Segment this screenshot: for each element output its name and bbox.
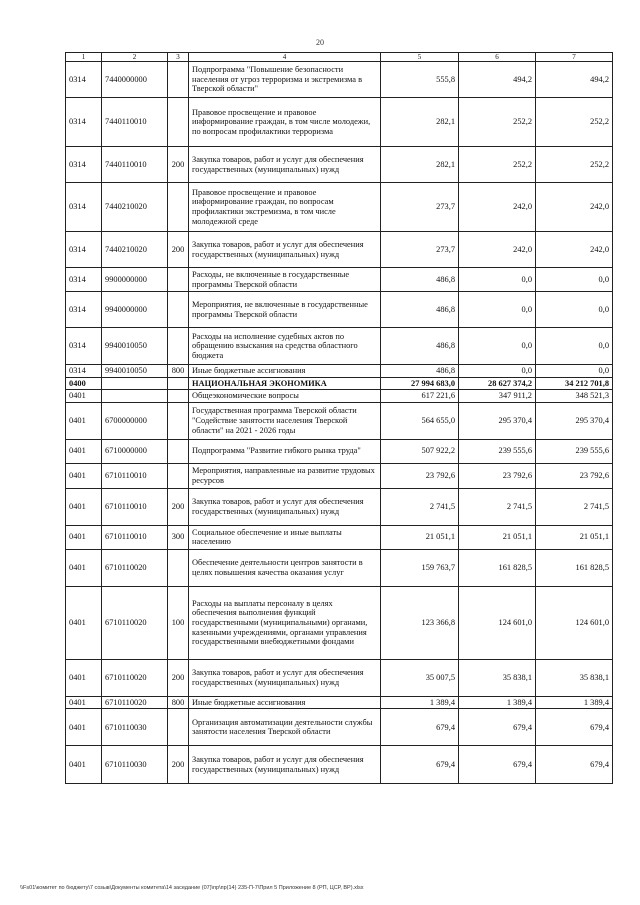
- table-row: [66, 268, 613, 292]
- amount-year3-cell: 34 212 701,8: [536, 377, 613, 390]
- table-row: [66, 292, 613, 328]
- amount-year1-cell: 27 994 683,0: [381, 377, 459, 390]
- amount-year2-cell: 0,0: [459, 365, 536, 378]
- item-name-cell: Подпрограмма "Повышение безопасности населения от угроз терроризма и экстремизма в Тверской области": [189, 62, 381, 98]
- expense-type-cell: [168, 62, 189, 98]
- item-name-cell: Закупка товаров, работ и услуг для обеспечения государственных (муниципальных) нужд: [189, 659, 381, 696]
- item-name-cell: Расходы, не включенные в государственные программы Тверской области: [189, 268, 381, 292]
- expense-type-cell: [168, 402, 189, 439]
- expense-type-cell: [168, 709, 189, 746]
- amount-year2-cell: 2 741,5: [459, 488, 536, 525]
- expense-type-cell: [168, 98, 189, 147]
- target-article-cell: 6710000000: [102, 439, 168, 463]
- amount-year2-cell: 242,0: [459, 232, 536, 268]
- section-code-cell: 0400: [66, 377, 102, 390]
- header-cell: 5: [381, 53, 459, 62]
- target-article-cell: [102, 377, 168, 390]
- amount-year3-cell: 23 792,6: [536, 463, 613, 488]
- header-cell: 2: [102, 53, 168, 62]
- amount-year1-cell: 679,4: [381, 709, 459, 746]
- table-row: [66, 586, 613, 659]
- target-article-cell: 9900000000: [102, 268, 168, 292]
- target-article-cell: 9940010050: [102, 328, 168, 365]
- amount-year1-cell: 123 366,8: [381, 586, 459, 659]
- expense-type-cell: [168, 549, 189, 586]
- expense-type-cell: [168, 377, 189, 390]
- item-name-cell: Закупка товаров, работ и услуг для обеспечения государственных (муниципальных) нужд: [189, 232, 381, 268]
- section-code-cell: 0314: [66, 147, 102, 183]
- item-name-cell: Социальное обеспечение и иные выплаты населению: [189, 525, 381, 549]
- amount-year3-cell: 679,4: [536, 746, 613, 784]
- item-name-cell: Обеспечение деятельности центров занятости в целях повышения качества оказания услуг: [189, 549, 381, 586]
- item-name-cell: Закупка товаров, работ и услуг для обеспечения государственных (муниципальных) нужд: [189, 746, 381, 784]
- header-cell: 6: [459, 53, 536, 62]
- expense-type-cell: [168, 390, 189, 403]
- amount-year3-cell: 242,0: [536, 232, 613, 268]
- target-article-cell: 6710110010: [102, 463, 168, 488]
- table-row: [66, 377, 613, 390]
- item-name-cell: Расходы на исполнение судебных актов по обращению взыскания на средства областного бюджета: [189, 328, 381, 365]
- amount-year2-cell: 0,0: [459, 292, 536, 328]
- amount-year1-cell: 679,4: [381, 746, 459, 784]
- section-code-cell: 0314: [66, 183, 102, 232]
- amount-year1-cell: 564 655,0: [381, 402, 459, 439]
- table-row: [66, 232, 613, 268]
- item-name-cell: Общеэкономические вопросы: [189, 390, 381, 403]
- amount-year3-cell: 239 555,6: [536, 439, 613, 463]
- amount-year3-cell: 252,2: [536, 98, 613, 147]
- amount-year2-cell: 28 627 374,2: [459, 377, 536, 390]
- target-article-cell: 7440110010: [102, 147, 168, 183]
- section-code-cell: 0314: [66, 232, 102, 268]
- amount-year1-cell: 486,8: [381, 292, 459, 328]
- section-code-cell: 0401: [66, 463, 102, 488]
- item-name-cell: Закупка товаров, работ и услуг для обеспечения государственных (муниципальных) нужд: [189, 147, 381, 183]
- table-row: [66, 525, 613, 549]
- target-article-cell: 6710110030: [102, 709, 168, 746]
- amount-year1-cell: 273,7: [381, 232, 459, 268]
- header-cell: 3: [168, 53, 189, 62]
- table-row: [66, 62, 613, 98]
- item-name-cell: Мероприятия, не включенные в государственные программы Тверской области: [189, 292, 381, 328]
- amount-year2-cell: 679,4: [459, 709, 536, 746]
- table-row: [66, 659, 613, 696]
- amount-year1-cell: 2 741,5: [381, 488, 459, 525]
- target-article-cell: 7440210020: [102, 232, 168, 268]
- table-row: [66, 183, 613, 232]
- amount-year1-cell: 282,1: [381, 147, 459, 183]
- expense-type-cell: 200: [168, 147, 189, 183]
- section-code-cell: 0314: [66, 328, 102, 365]
- target-article-cell: 6710110020: [102, 659, 168, 696]
- amount-year2-cell: 35 838,1: [459, 659, 536, 696]
- table-row: [66, 439, 613, 463]
- amount-year3-cell: 242,0: [536, 183, 613, 232]
- amount-year3-cell: 35 838,1: [536, 659, 613, 696]
- amount-year1-cell: 486,8: [381, 365, 459, 378]
- section-code-cell: 0401: [66, 439, 102, 463]
- item-name-cell: Мероприятия, направленные на развитие трудовых ресурсов: [189, 463, 381, 488]
- section-code-cell: 0401: [66, 586, 102, 659]
- expense-type-cell: [168, 183, 189, 232]
- item-name-cell: Иные бюджетные ассигнования: [189, 365, 381, 378]
- amount-year1-cell: 507 922,2: [381, 439, 459, 463]
- amount-year1-cell: 282,1: [381, 98, 459, 147]
- amount-year3-cell: 161 828,5: [536, 549, 613, 586]
- amount-year1-cell: 273,7: [381, 183, 459, 232]
- amount-year1-cell: 617 221,6: [381, 390, 459, 403]
- table-row: [66, 98, 613, 147]
- amount-year2-cell: 494,2: [459, 62, 536, 98]
- amount-year2-cell: 252,2: [459, 98, 536, 147]
- amount-year3-cell: 494,2: [536, 62, 613, 98]
- section-code-cell: 0314: [66, 292, 102, 328]
- item-name-cell: Закупка товаров, работ и услуг для обеспечения государственных (муниципальных) нужд: [189, 488, 381, 525]
- table-row: [66, 463, 613, 488]
- table-row: [66, 328, 613, 365]
- amount-year3-cell: 1 389,4: [536, 696, 613, 709]
- target-article-cell: 9940010050: [102, 365, 168, 378]
- section-code-cell: 0314: [66, 98, 102, 147]
- amount-year2-cell: 21 051,1: [459, 525, 536, 549]
- section-code-cell: 0401: [66, 746, 102, 784]
- budget-table: [65, 52, 613, 784]
- table-row: [66, 365, 613, 378]
- target-article-cell: 6710110030: [102, 746, 168, 784]
- header-cell: 7: [536, 53, 613, 62]
- amount-year2-cell: 0,0: [459, 268, 536, 292]
- expense-type-cell: [168, 292, 189, 328]
- target-article-cell: 6710110020: [102, 696, 168, 709]
- target-article-cell: 6700000000: [102, 402, 168, 439]
- amount-year3-cell: 0,0: [536, 328, 613, 365]
- table-row: [66, 746, 613, 784]
- expense-type-cell: 100: [168, 586, 189, 659]
- amount-year2-cell: 1 389,4: [459, 696, 536, 709]
- section-code-cell: 0314: [66, 365, 102, 378]
- target-article-cell: 6710110010: [102, 488, 168, 525]
- item-name-cell: Правовое просвещение и правовое информирование граждан, по вопросам профилактики экстремизма, в том числе молодежной среде: [189, 183, 381, 232]
- amount-year2-cell: 347 911,2: [459, 390, 536, 403]
- amount-year2-cell: 161 828,5: [459, 549, 536, 586]
- expense-type-cell: [168, 268, 189, 292]
- target-article-cell: 6710110020: [102, 586, 168, 659]
- expense-type-cell: 800: [168, 365, 189, 378]
- amount-year1-cell: 486,8: [381, 328, 459, 365]
- amount-year3-cell: 0,0: [536, 365, 613, 378]
- target-article-cell: 7440000000: [102, 62, 168, 98]
- target-article-cell: 6710110010: [102, 525, 168, 549]
- section-code-cell: 0401: [66, 488, 102, 525]
- amount-year2-cell: 124 601,0: [459, 586, 536, 659]
- amount-year3-cell: 0,0: [536, 292, 613, 328]
- amount-year2-cell: 295 370,4: [459, 402, 536, 439]
- amount-year2-cell: 679,4: [459, 746, 536, 784]
- item-name-cell: Организация автоматизации деятельности службы занятости населения Тверской области: [189, 709, 381, 746]
- expense-type-cell: 200: [168, 746, 189, 784]
- amount-year2-cell: 0,0: [459, 328, 536, 365]
- item-name-cell: НАЦИОНАЛЬНАЯ ЭКОНОМИКА: [189, 377, 381, 390]
- section-code-cell: 0401: [66, 709, 102, 746]
- table-row: [66, 390, 613, 403]
- expense-type-cell: 300: [168, 525, 189, 549]
- target-article-cell: 7440210020: [102, 183, 168, 232]
- amount-year3-cell: 252,2: [536, 147, 613, 183]
- expense-type-cell: 200: [168, 232, 189, 268]
- item-name-cell: Иные бюджетные ассигнования: [189, 696, 381, 709]
- section-code-cell: 0314: [66, 268, 102, 292]
- table-row: [66, 709, 613, 746]
- amount-year3-cell: 679,4: [536, 709, 613, 746]
- amount-year1-cell: 21 051,1: [381, 525, 459, 549]
- expense-type-cell: 800: [168, 696, 189, 709]
- item-name-cell: Государственная программа Тверской области "Содействие занятости населения Тверской области" на 2021 - 2026 годы: [189, 402, 381, 439]
- expense-type-cell: [168, 463, 189, 488]
- amount-year1-cell: 555,8: [381, 62, 459, 98]
- amount-year2-cell: 252,2: [459, 147, 536, 183]
- amount-year1-cell: 486,8: [381, 268, 459, 292]
- amount-year2-cell: 242,0: [459, 183, 536, 232]
- section-code-cell: 0401: [66, 549, 102, 586]
- expense-type-cell: 200: [168, 659, 189, 696]
- expense-type-cell: [168, 439, 189, 463]
- amount-year3-cell: 295 370,4: [536, 402, 613, 439]
- item-name-cell: Правовое просвещение и правовое информирование граждан, в том числе молодежи, по вопросам профилактики терроризма: [189, 98, 381, 147]
- item-name-cell: Подпрограмма "Развитие гибкого рынка труда": [189, 439, 381, 463]
- amount-year1-cell: 35 007,5: [381, 659, 459, 696]
- amount-year2-cell: 23 792,6: [459, 463, 536, 488]
- target-article-cell: 7440110010: [102, 98, 168, 147]
- header-cell: 1: [66, 53, 102, 62]
- section-code-cell: 0401: [66, 696, 102, 709]
- expense-type-cell: [168, 328, 189, 365]
- table-row: [66, 549, 613, 586]
- file-path-footer: \\Fs01\комитет по бюджету\7 созыв\Документы комитета\14 заседание (07)\пр\пр(14) 235-П-7\Прил 5 Приложение 8 (РП, ЦСР, ВР).xlsx: [20, 885, 364, 891]
- amount-year1-cell: 1 389,4: [381, 696, 459, 709]
- column-number-header: [66, 53, 613, 62]
- amount-year1-cell: 159 763,7: [381, 549, 459, 586]
- amount-year3-cell: 0,0: [536, 268, 613, 292]
- target-article-cell: 9940000000: [102, 292, 168, 328]
- section-code-cell: 0401: [66, 659, 102, 696]
- page-number: 20: [316, 38, 324, 47]
- table-row: [66, 402, 613, 439]
- table-row: [66, 696, 613, 709]
- header-cell: 4: [189, 53, 381, 62]
- amount-year3-cell: 2 741,5: [536, 488, 613, 525]
- amount-year3-cell: 348 521,3: [536, 390, 613, 403]
- expense-type-cell: 200: [168, 488, 189, 525]
- section-code-cell: 0401: [66, 390, 102, 403]
- section-code-cell: 0314: [66, 62, 102, 98]
- table-row: [66, 488, 613, 525]
- amount-year3-cell: 124 601,0: [536, 586, 613, 659]
- section-code-cell: 0401: [66, 402, 102, 439]
- target-article-cell: 6710110020: [102, 549, 168, 586]
- target-article-cell: [102, 390, 168, 403]
- amount-year1-cell: 23 792,6: [381, 463, 459, 488]
- section-code-cell: 0401: [66, 525, 102, 549]
- amount-year2-cell: 239 555,6: [459, 439, 536, 463]
- amount-year3-cell: 21 051,1: [536, 525, 613, 549]
- item-name-cell: Расходы на выплаты персоналу в целях обеспечения выполнения функций государственными (муниципальными) органами, казенными учреждениями, органами управления государственными внебюджетными фондами: [189, 586, 381, 659]
- table-row: [66, 147, 613, 183]
